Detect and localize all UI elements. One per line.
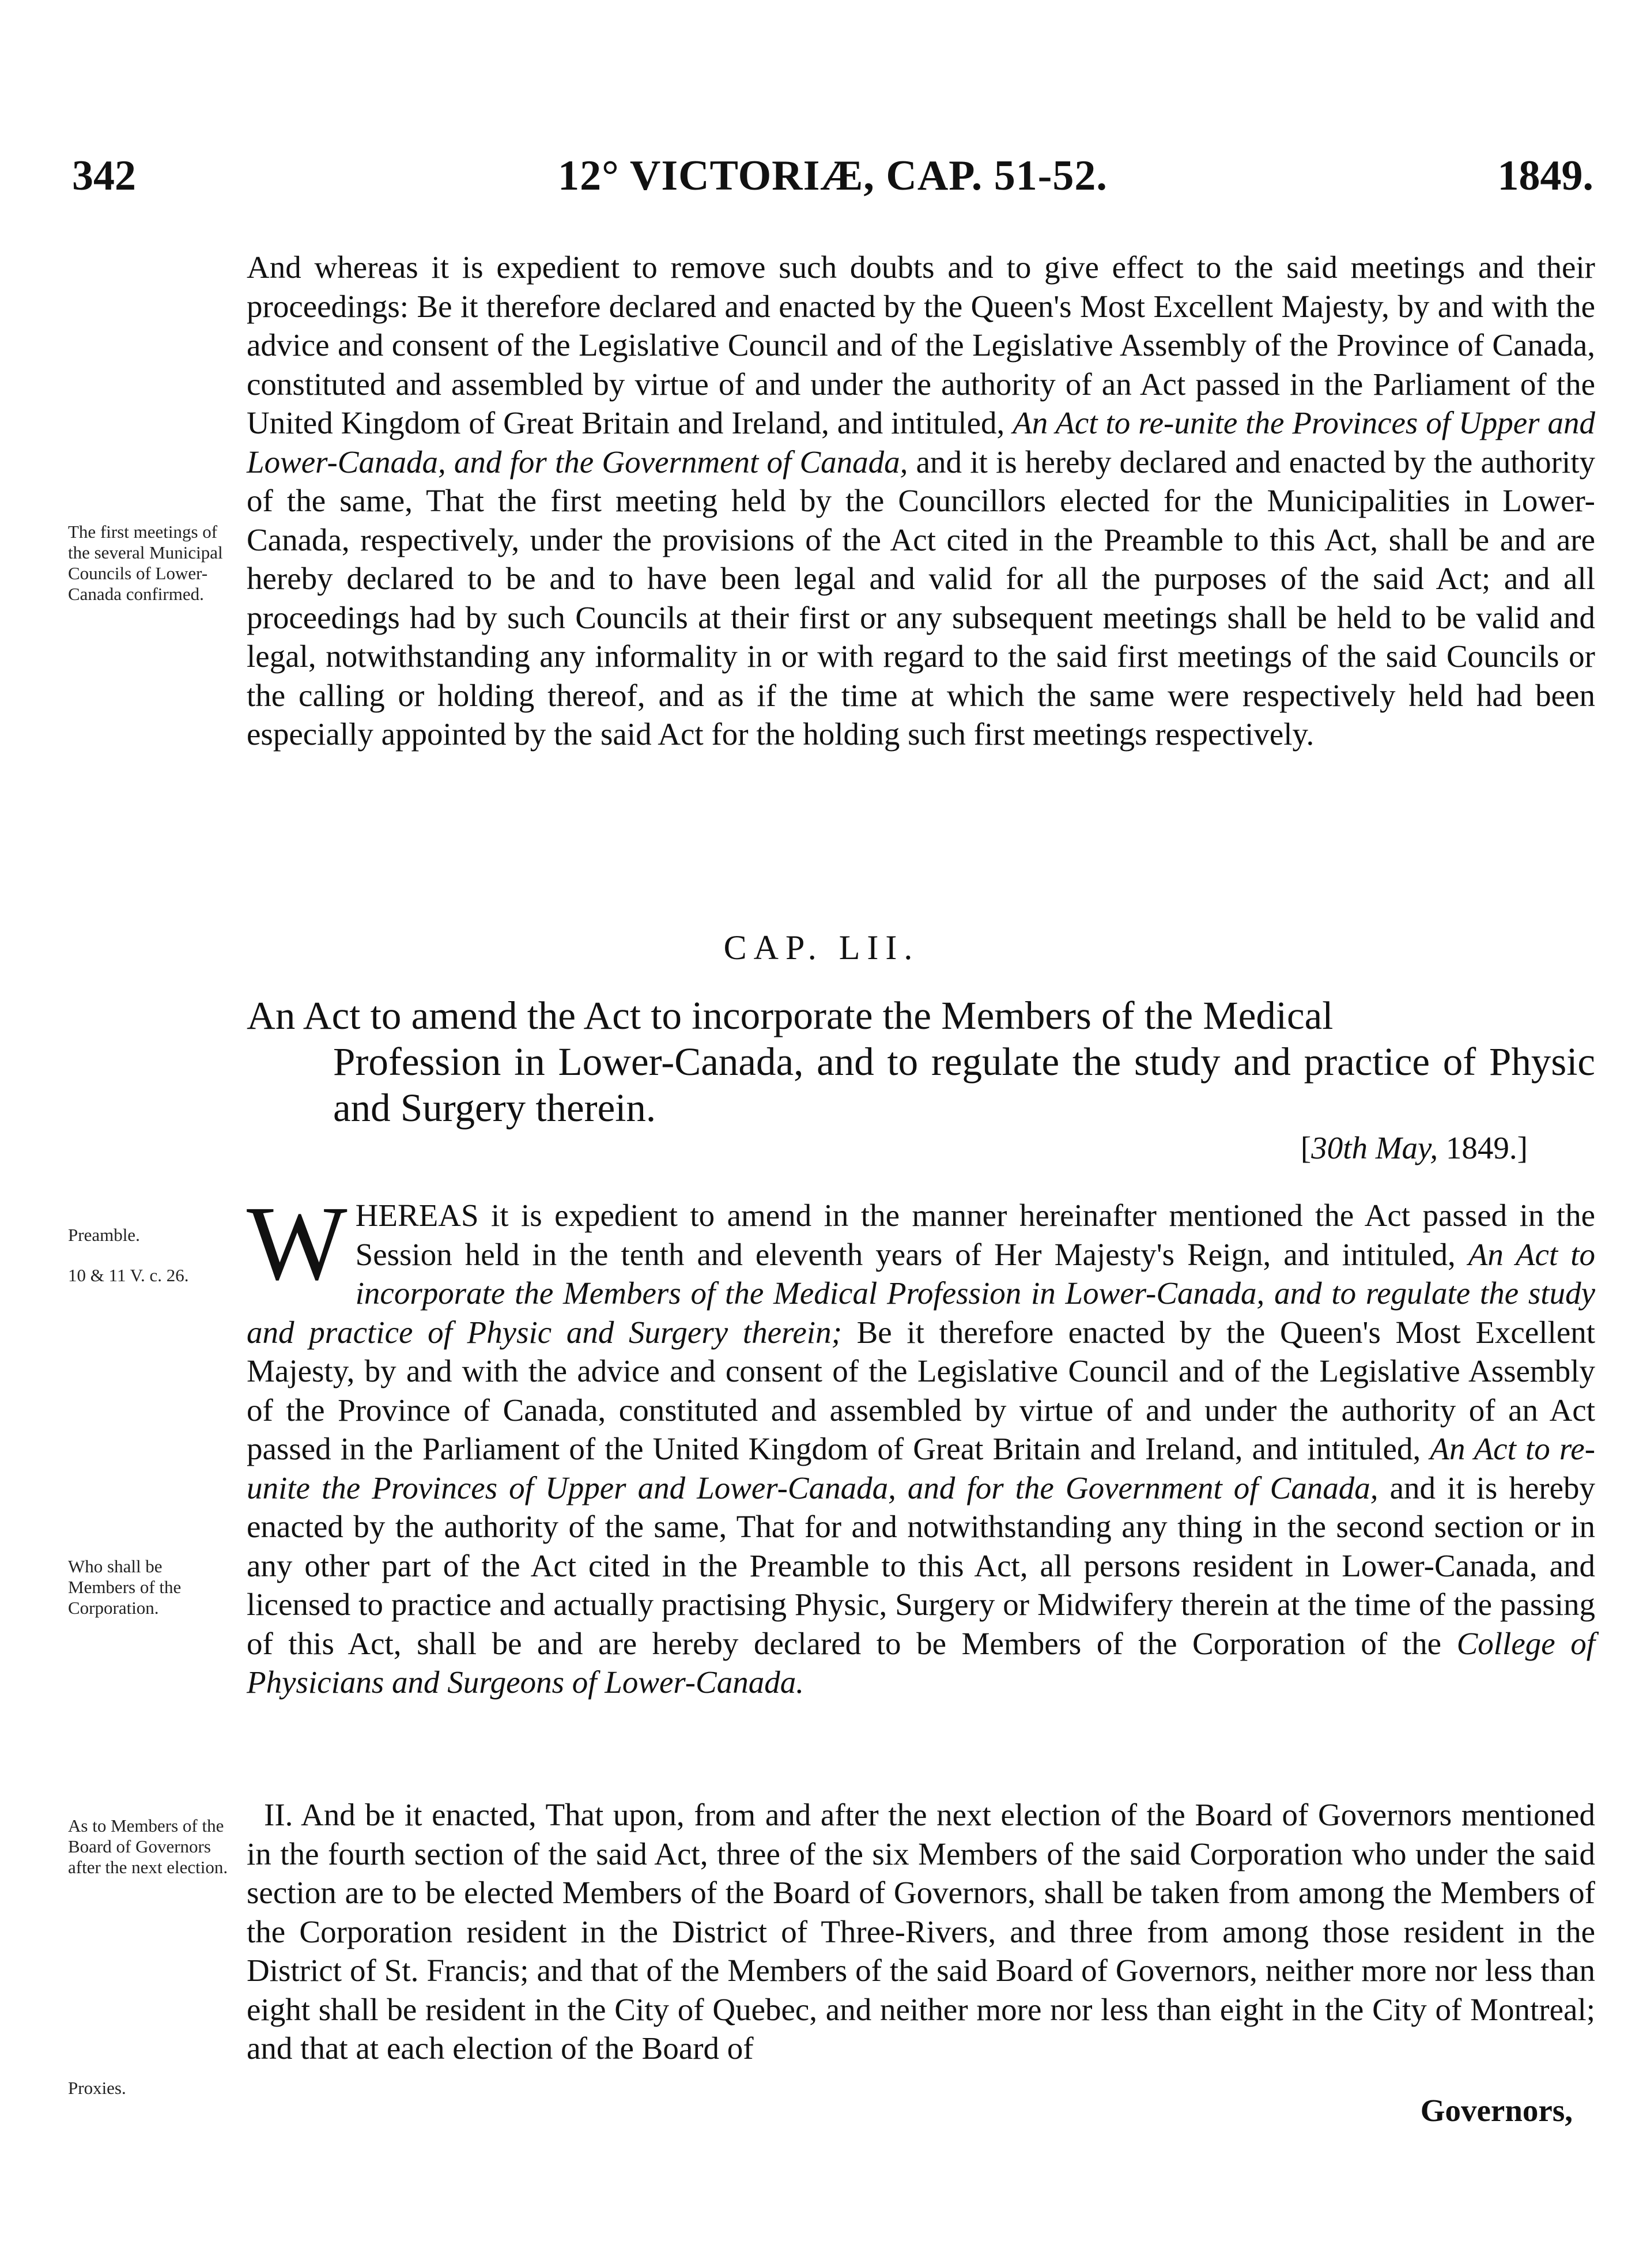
section-2-paragraph: II. And be it enacted, That upon, from and after the next election of the Board of Governors mentioned in the fourth section of the said Act, three of the six Members of the said Corporation who under the said section are to be elected Members of the Board of Governors, shall be taken from among the Members of the Corporation resident in the District of Three-Rivers, and three from among those resident in the District of St. Francis; and that of the Members of the said Board of Governors, neither more nor less than eight shall be resident in the City of Quebec, and neither more nor less than eight in the City of Montreal; and that at each election of the Board of [247, 1797, 1595, 2066]
margin-note-reference: 10 & 11 V. c. 26. [68, 1265, 189, 1285]
margin-note-first-meetings: The first meetings of the several Municipal Councils of Lower-Canada confirmed. [68, 522, 223, 604]
date-day: 30th [1311, 1130, 1368, 1165]
page-number: 342 [72, 152, 136, 199]
preamble-italic-a: An Act to incorporate the Members of the Medical Profession in Lower-Canada, and to regulate the study and practice of Physic and Surgery therein; [247, 1236, 1596, 1350]
margin-note-board: As to Members of the Board of Governors after the next election. [68, 1816, 228, 1877]
preamble-text [247, 1184, 1596, 1702]
header-year: 1849. [1497, 152, 1593, 199]
margin-note-members: Who shall be Members of the Corporation. [68, 1556, 182, 1618]
date-year: 1849. [1445, 1130, 1517, 1165]
preamble-italic-b: An Act to re-unite the Provinces of Upper and Lower-Canada, and for the Government of Canada, [247, 1431, 1596, 1505]
date-close-bracket: ] [1517, 1130, 1528, 1165]
act-title-rest: Profession in Lower-Canada, and to regulate the study and practice of Physic and Surgery therein. [333, 1040, 1595, 1130]
section-1-text-b: and it is hereby declared and enacted by the authority of the same, That the first meeting held by the Councillors elected for the Municipalities in Lower-Canada, respectively, under the provisions of the Act cited in the Preamble to this Act, shall be and are hereby declared to be and to have been legal and valid for all the purposes of the said Act; and all proceedings had by such Councils at their first or any subsequent meetings shall be held to be valid and legal, notwithstanding any informality in or with regard to the said first meetings of the said Councils or the calling or holding thereof, and as if the time at which the same were respectively held had been especially appointed by the said Act for the holding such first meetings respectively. [247, 444, 1596, 752]
running-header [72, 147, 1593, 205]
act-title-line-1: An Act to amend the Act to incorporate the Members of the Medical [247, 994, 1334, 1037]
preamble-italic-c: College of Physicians and Surgeons of Lower-Canada. [247, 1625, 1595, 1700]
header-title: 12° VICTORIÆ, CAP. 51-52. [558, 152, 1108, 199]
section-2-text [247, 1795, 1595, 2068]
assent-date [1301, 1130, 1528, 1166]
act-title [247, 993, 1595, 1131]
section-1-text [247, 248, 1595, 754]
date-month: May, [1375, 1130, 1438, 1165]
catchword: Governors, [1420, 2093, 1573, 2128]
preamble-text-a: HEREAS it is expedient to amend in the manner hereinafter mentioned the Act passed in the Session held in the tenth and eleventh years of Her Majesty's Reign, and intituled, [355, 1198, 1595, 1272]
drop-cap: W [247, 1184, 348, 1303]
margin-note-preamble: Preamble. [68, 1225, 140, 1245]
section-1-text-a: And whereas it is expedient to remove such doubts and to give effect to the said meetings and their proceedings: Be it therefore declared and enacted by the Queen's Most Excellent Majesty, by and with the advice and consent of the Legislative Council and of the Legislative Assembly of the Province of Canada, constituted and assembled by virtue of and under the authority of an Act passed in the Parliament of the United Kingdom of Great Britain and Ireland, and intituled, [247, 250, 1595, 440]
preamble-text-b: Be it therefore enacted by the Queen's Most Excellent Majesty, by and with the advice and consent of the Legislative Council and of the Legislative Assembly of the Province of Canada, constituted and assembled by virtue of and under the authority of an Act passed in the Parliament of the United Kingdom of Great Britain and Ireland, and intituled, [247, 1314, 1596, 1466]
date-open-bracket: [ [1300, 1130, 1312, 1165]
section-1-italic-a: An Act to re-unite the Provinces of Upper and Lower-Canada, and for the Government of Canada, [247, 405, 1596, 480]
margin-note-proxies: Proxies. [68, 2078, 126, 2098]
preamble-text-c: and it is hereby enacted by the authority of the same, That for and notwithstanding any thing in the second section or in any other part of the Act cited in the Preamble to this Act, all persons resident in Lower-Canada, and licensed to practice and actually practising Physic, Surgery or Midwifery therein at the time of the passing of this Act, shall be and are hereby declared to be Members of the Corporation of the [247, 1470, 1596, 1661]
chapter-heading: CAP. LII. [723, 929, 920, 967]
